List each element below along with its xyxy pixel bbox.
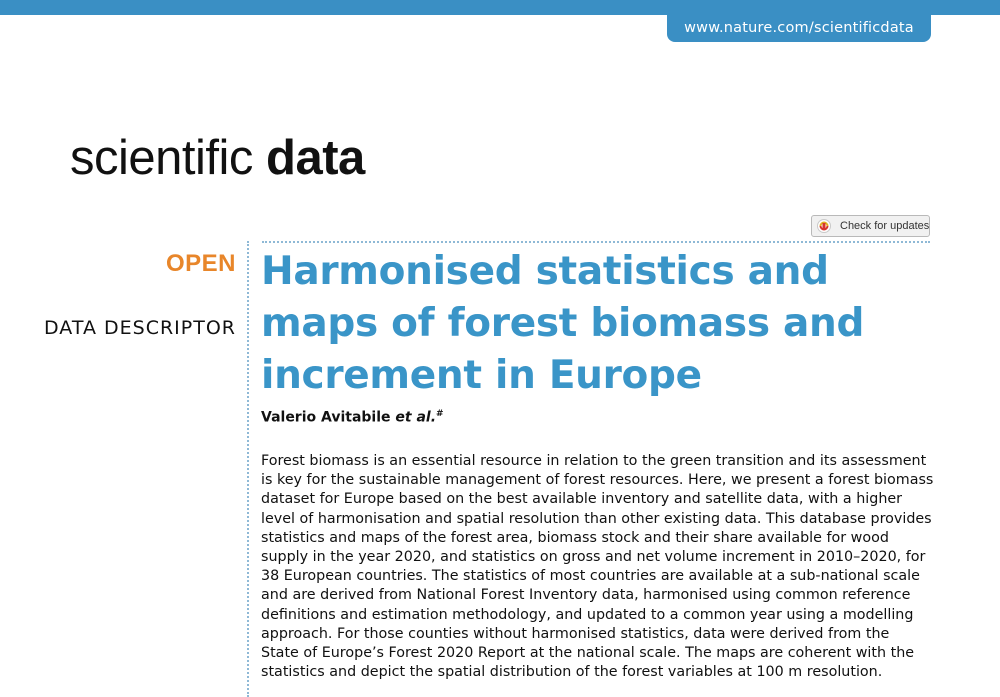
abstract-line: State of Europe’s Forest 2020 Report at the national scale. The maps are coherent with the bbox=[261, 645, 915, 662]
abstract bbox=[261, 452, 937, 682]
open-access-label: OPEN bbox=[165, 250, 236, 277]
article-title: Harmonised statistics and maps of forest biomass and increment in Europe bbox=[261, 249, 865, 398]
abstract-line: dataset for Europe based on the best available inventory and satellite data, with a higher bbox=[261, 491, 903, 508]
author-line bbox=[261, 409, 444, 426]
article-type-label: DATA DESCRIPTOR bbox=[44, 317, 236, 339]
column-divider bbox=[247, 241, 249, 697]
abstract-line: approach. For those counties without harmonised statistics, data were derived from the bbox=[261, 625, 890, 642]
header-divider bbox=[262, 241, 930, 243]
abstract-line: 38 European countries. The statistics of most countries are available at a sub-national scale bbox=[261, 568, 920, 585]
journal-name-bold: data bbox=[266, 131, 365, 185]
journal-url-link[interactable]: www.nature.com/scientificdata bbox=[667, 15, 931, 42]
top-banner bbox=[0, 0, 1000, 15]
abstract-line: and are derived from National Forest Inventory data, harmonised using common reference bbox=[261, 587, 911, 604]
abstract-line: definitions and estimation methodology, and updated to a common year using a modelling bbox=[261, 606, 914, 623]
journal-logo bbox=[70, 130, 365, 186]
author-names[interactable]: Valerio Avitabile bbox=[261, 409, 391, 426]
abstract-line: statistics and maps of the forest area, biomass stock and their share available for wood bbox=[261, 529, 889, 546]
journal-name-light: scientific bbox=[70, 131, 267, 185]
abstract-line: Forest biomass is an essential resource in relation to the green transition and its assessment bbox=[261, 453, 927, 469]
check-updates-label: Check for updates bbox=[840, 220, 930, 232]
author-mark: # bbox=[436, 409, 444, 419]
abstract-line: supply in the year 2020, and statistics on gross and net volume increment in 2010–2020, for bbox=[261, 549, 926, 566]
abstract-line: statistics and depict the spatial distribution of the forest variables at 100 m resolution. bbox=[261, 664, 883, 681]
abstract-line: is key for the sustainable management of forest resources. Here, we present a forest biomass bbox=[261, 472, 934, 489]
author-etal: et al. bbox=[395, 409, 437, 426]
check-updates-icon bbox=[817, 219, 831, 233]
abstract-line: level of harmonisation and spatial resolution than other existing data. This database provides bbox=[261, 510, 932, 527]
check-updates-button[interactable] bbox=[811, 215, 930, 237]
